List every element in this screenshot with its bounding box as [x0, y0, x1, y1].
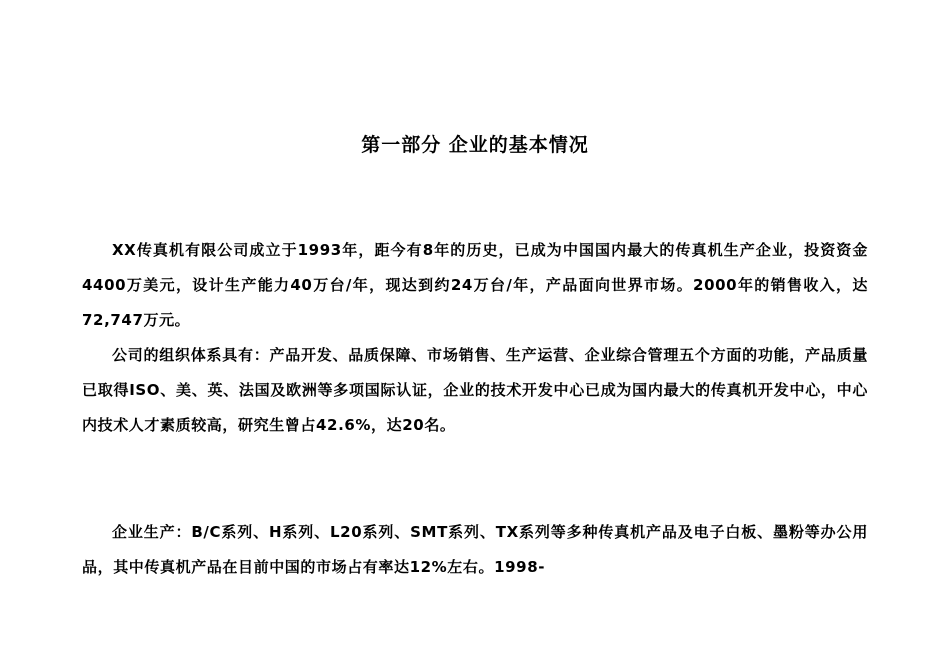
paragraph-organization: 公司的组织体系具有：产品开发、品质保障、市场销售、生产运营、企业综合管理五个方面的功能，产品质量已取得ISO、美、英、法国及欧洲等多项国际认证，企业的技术开发中心已成为国内最大的传真机开发中心，中心内技术人才素质较高，研究生曾占42.6%，达20名。 [82, 346, 868, 434]
paragraph-company-overview: XX传真机有限公司成立于1993年，距今有8年的历史，已成为中国国内最大的传真机生产企业，投资资金4400万美元，设计生产能力40万台/年，现达到约24万台/年，产品面向世界市场。2000年的销售收入，达72,747万元。 [82, 241, 868, 329]
page-title: 第一部分 企业的基本情况 [361, 134, 589, 156]
paragraph-production: 企业生产：B/C系列、H系列、L20系列、SMT系列、TX系列等多种传真机产品及电子白板、墨粉等办公用品，其中传真机产品在目前中国的市场占有率达12%左右。1998- [82, 523, 868, 576]
